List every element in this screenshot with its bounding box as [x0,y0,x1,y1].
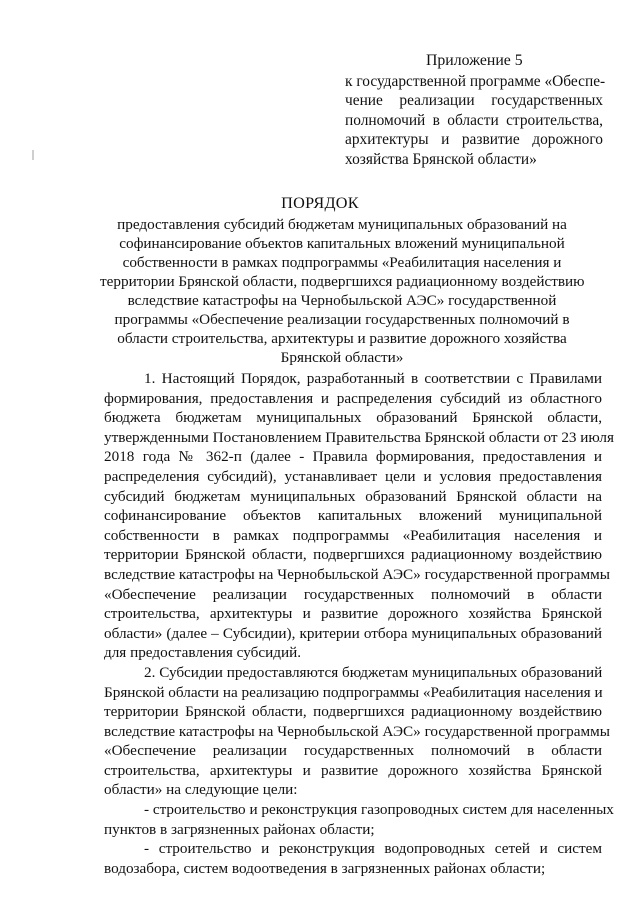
body-line: строительства, архитектуры и развитие дорожного хозяйства Брянской [104,761,602,779]
body-line: Брянской области на реализацию подпрограммы «Реабилитация населения и [104,683,603,701]
scan-artifact [32,150,34,160]
body-line: 2. Субсидии предоставляются бюджетам муниципальных образований [144,663,603,681]
body-line: субсидий бюджетам муниципальных образований Брянской области на [104,487,602,505]
body-line: - строительство и реконструкция газопроводных систем для населенных [144,801,614,819]
body-line: бюджета бюджетам муниципальных образований Брянской области, [104,409,602,427]
document-subtitle [100,215,584,367]
body-line: вследствие катастрофы на Чернобыльской АЭС» государственной программы [104,722,610,740]
document-body [104,369,614,878]
document-title: ПОРЯДОК [281,194,359,212]
body-line: 1. Настоящий Порядок, разработанный в соответствии с Правилами [144,370,602,387]
appendix-reference [345,72,606,169]
body-line: территории Брянской области, подвергшихся радиационному воздействию [104,703,602,721]
body-line: софинансирование объектов капитальных вложений муниципальной [104,507,602,525]
appendix-ref-line: к государственной программе «Обеспе- [345,73,606,90]
body-line: собственности в рамках подпрограммы «Реабилитация населения и [104,526,602,544]
body-line: вследствие катастрофы на Чернобыльской АЭС» государственной программы [104,565,610,583]
body-line: формирования, предоставления и распределения субсидий из областного [104,389,602,407]
appendix-ref-line: архитектуры и развитие дорожного [345,131,603,149]
subtitle-line: территории Брянской области, подвергшихся радиационному воздействию [100,273,585,290]
appendix-ref-line: полномочий в области строительства, [345,111,603,129]
body-line: водозабора, систем водоотведения в загрязненных районах области; [104,859,546,877]
body-line: распределения субсидий), устанавливает цели и условия предоставления [104,467,602,485]
subtitle-line: вследствие катастрофы на Чернобыльской АЭС» государственной [127,292,557,309]
subtitle-line: предоставления субсидий бюджетам муниципальных образований на [117,216,567,233]
body-line: территории Брянской области, подвергшихся радиационному воздействию [104,546,602,564]
subtitle-line: софинансирование объектов капитальных вложений муниципальной [119,235,565,252]
appendix-ref-line: хозяйства Брянской области» [345,150,537,168]
body-line: «Обеспечение реализации государственных полномочий в области [104,742,602,760]
appendix-title: Приложение 5 [426,52,523,69]
subtitle-line: программы «Обеспечение реализации государственных полномочий в [114,311,570,328]
body-line: - строительство и реконструкция водопроводных сетей и систем [144,840,602,858]
body-line: области» на следующие цели: [104,781,298,799]
body-line: для предоставления субсидий. [104,644,301,662]
body-line: «Обеспечение реализации государственных полномочий в области [104,585,602,603]
body-line: области» (далее – Субсидии), критерии отбора муниципальных образований [104,624,602,642]
body-line: пунктов в загрязненных районах области; [104,820,375,838]
body-line: 2018 года № 362-п (далее - Правила формирования, предоставления и [104,448,602,466]
body-line: строительства, архитектуры и развитие дорожного хозяйства Брянской [104,605,602,623]
appendix-ref-line: чение реализации государственных [345,92,603,110]
subtitle-line: области строительства, архитектуры и развитие дорожного хозяйства [117,330,567,347]
subtitle-line: Брянской области» [280,349,404,366]
body-line: утвержденными Постановлением Правительства Брянской области от 23 июля [104,428,614,446]
subtitle-line: собственности в рамках подпрограммы «Реабилитация населения и [122,254,562,271]
